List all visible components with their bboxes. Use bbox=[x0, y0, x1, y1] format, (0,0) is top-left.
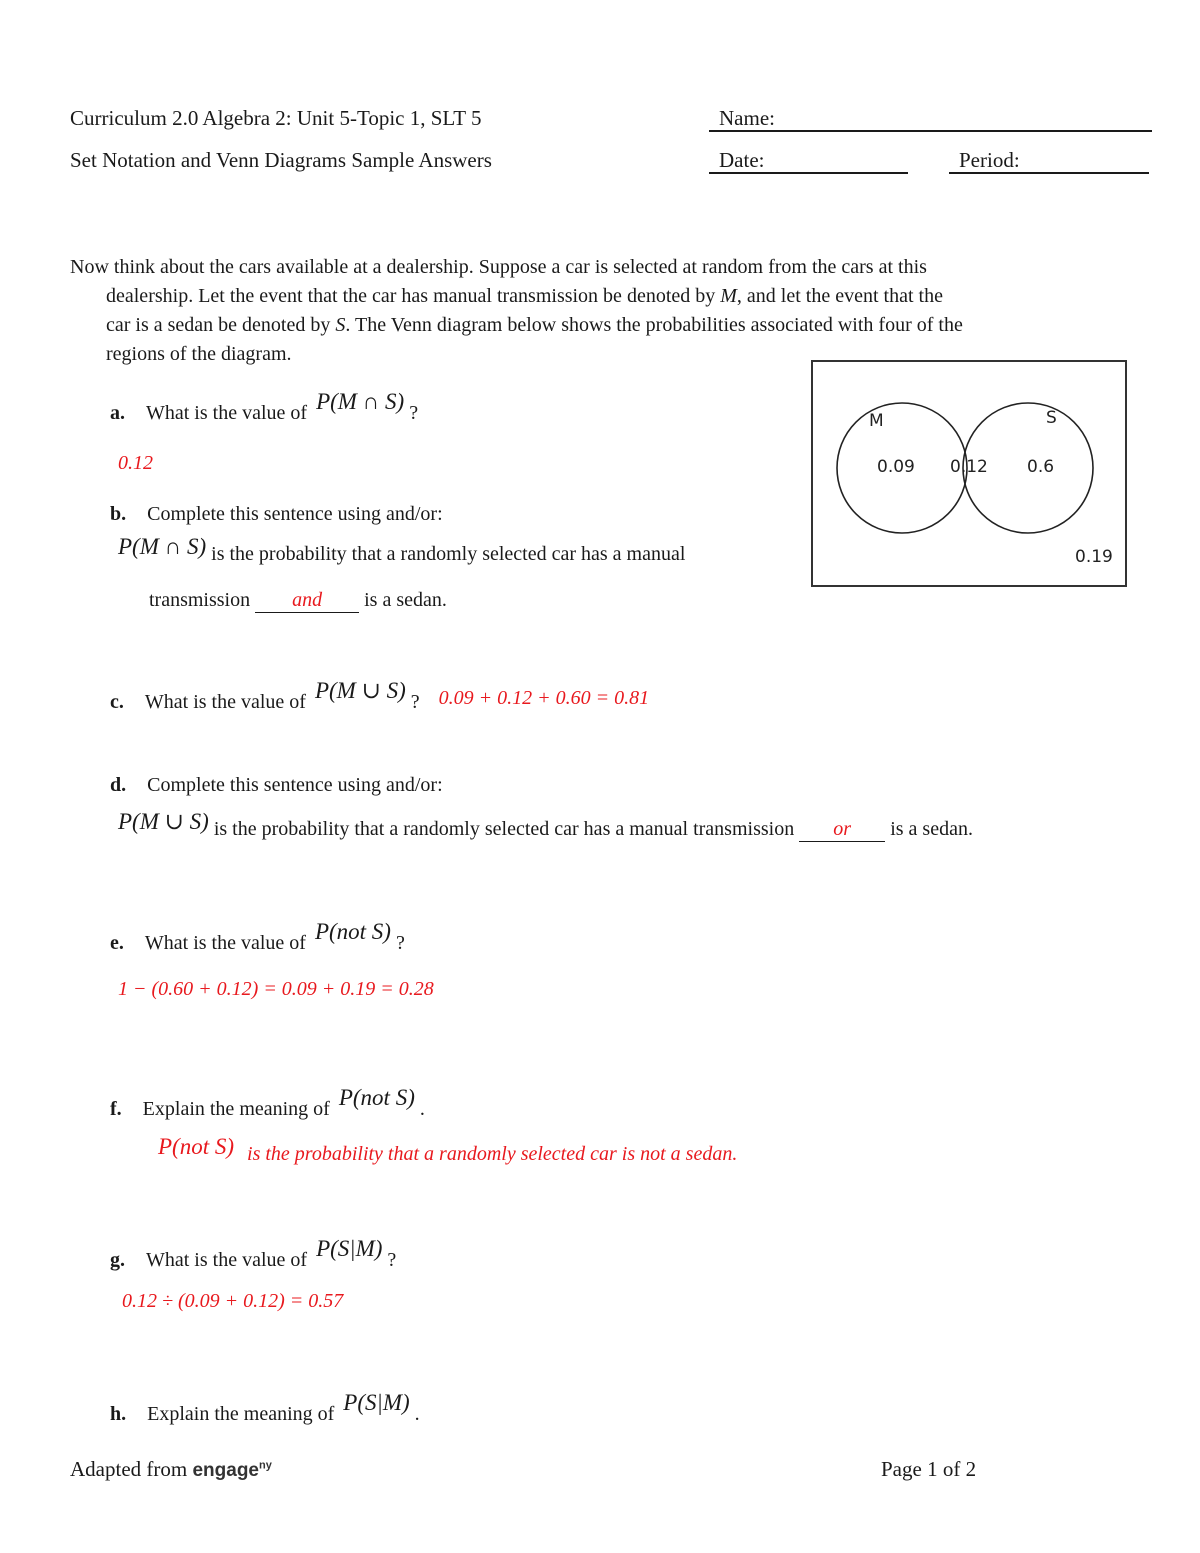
question-c-text: What is the value of bbox=[144, 691, 306, 713]
answer-f bbox=[158, 1134, 738, 1166]
question-d-line1: is the probability that a randomly selected car has a manual transmission bbox=[213, 818, 795, 840]
question-g-expr: P(S|M) bbox=[316, 1236, 383, 1261]
value-both: 0.12 bbox=[950, 457, 988, 477]
date-field[interactable] bbox=[709, 148, 908, 174]
value-neither: 0.19 bbox=[1075, 547, 1113, 567]
question-d-line1b: is a sedan. bbox=[890, 818, 973, 840]
course-title: Curriculum 2.0 Algebra 2: Unit 5-Topic 1, SLT 5 bbox=[70, 106, 482, 130]
venn-svg bbox=[813, 362, 1125, 585]
answer-g: 0.12 ÷ (0.09 + 0.12) = 0.57 bbox=[122, 1290, 344, 1312]
question-f-expr: P(not S) bbox=[338, 1085, 415, 1110]
venn-diagram bbox=[811, 360, 1127, 587]
question-f bbox=[110, 1085, 425, 1121]
intro-line-2: dealership. Let the event that the car has manual transmission be denoted by M, and let the event that the bbox=[106, 285, 943, 307]
name-label: Name: bbox=[719, 106, 775, 130]
question-h-suffix: . bbox=[414, 1403, 420, 1425]
question-d-text: Complete this sentence using and/or: bbox=[147, 774, 443, 796]
engageny-logo: engage$^{ny}$ bbox=[192, 1459, 272, 1481]
question-b-line2: transmission and is a sedan. bbox=[149, 589, 447, 611]
worksheet-title: Set Notation and Venn Diagrams Sample Answers bbox=[70, 148, 492, 172]
period-field[interactable] bbox=[949, 148, 1149, 174]
footer-attribution bbox=[70, 1457, 272, 1482]
question-a-suffix: ? bbox=[409, 402, 419, 424]
question-h bbox=[110, 1390, 420, 1426]
question-h-expr: P(S|M) bbox=[343, 1390, 410, 1415]
question-g-letter: g. bbox=[110, 1249, 125, 1271]
answer-f-text: is the probability that a randomly selected car is not a sedan. bbox=[247, 1143, 738, 1165]
answer-f-expr: P(not S) bbox=[158, 1134, 235, 1159]
intro-line-4: regions of the diagram. bbox=[106, 343, 292, 365]
question-d-sentence bbox=[118, 809, 973, 842]
page-number: Page 1 of 2 bbox=[881, 1457, 977, 1481]
question-f-text: Explain the meaning of bbox=[142, 1098, 330, 1120]
question-g-suffix: ? bbox=[387, 1249, 397, 1271]
answer-c: 0.09 + 0.12 + 0.60 = 0.81 bbox=[438, 687, 650, 709]
period-label: Period: bbox=[959, 148, 1020, 172]
intro-paragraph bbox=[70, 253, 1140, 369]
footer-adapted: Adapted from bbox=[70, 1457, 188, 1481]
question-f-suffix: . bbox=[419, 1098, 425, 1120]
question-b-line1: is the probability that a randomly selected car has a manual bbox=[211, 543, 686, 565]
intro-line-3: car is a sedan be denoted by S. The Venn diagram below shows the probabilities associated with four of the bbox=[106, 314, 963, 336]
question-d-expr: P(M ∪ S) bbox=[118, 809, 209, 834]
blank-or[interactable]: or bbox=[799, 818, 885, 842]
question-g-text: What is the value of bbox=[146, 1249, 308, 1271]
value-only-s: 0.6 bbox=[1027, 457, 1055, 477]
question-e-letter: e. bbox=[110, 932, 124, 954]
intro-line-1: Now think about the cars available at a dealership. Suppose a car is selected at random from the cars at this bbox=[70, 256, 927, 278]
question-e-suffix: ? bbox=[395, 932, 405, 954]
question-h-letter: h. bbox=[110, 1403, 127, 1425]
answer-e: 1 − (0.60 + 0.12) = 0.09 + 0.19 = 0.28 bbox=[118, 978, 434, 1000]
question-a-expr: P(M ∩ S) bbox=[316, 389, 405, 414]
question-e bbox=[110, 919, 405, 955]
question-h-text: Explain the meaning of bbox=[147, 1403, 335, 1425]
question-c bbox=[110, 678, 650, 714]
question-c-suffix: ? bbox=[410, 691, 420, 713]
blank-and[interactable]: and bbox=[255, 589, 359, 613]
value-only-m: 0.09 bbox=[877, 457, 915, 477]
question-e-expr: P(not S) bbox=[314, 919, 391, 944]
question-c-expr: P(M ∪ S) bbox=[314, 678, 406, 703]
label-m: M bbox=[869, 411, 884, 431]
question-a bbox=[110, 389, 419, 425]
question-b-letter: b. bbox=[110, 503, 127, 525]
date-label: Date: bbox=[719, 148, 765, 172]
question-d-letter: d. bbox=[110, 774, 127, 796]
question-g bbox=[110, 1236, 397, 1272]
label-s: S bbox=[1046, 408, 1057, 428]
question-a-letter: a. bbox=[110, 402, 125, 424]
name-field[interactable] bbox=[709, 106, 1152, 132]
question-d bbox=[110, 774, 443, 797]
question-b-expr: P(M ∩ S) bbox=[118, 534, 207, 559]
answer-a: 0.12 bbox=[118, 452, 153, 474]
question-b bbox=[110, 503, 443, 526]
question-c-letter: c. bbox=[110, 691, 124, 713]
question-a-text: What is the value of bbox=[146, 402, 308, 424]
question-e-text: What is the value of bbox=[144, 932, 306, 954]
question-b-sentence bbox=[118, 534, 686, 566]
question-b-text: Complete this sentence using and/or: bbox=[147, 503, 443, 525]
question-f-letter: f. bbox=[110, 1098, 122, 1120]
